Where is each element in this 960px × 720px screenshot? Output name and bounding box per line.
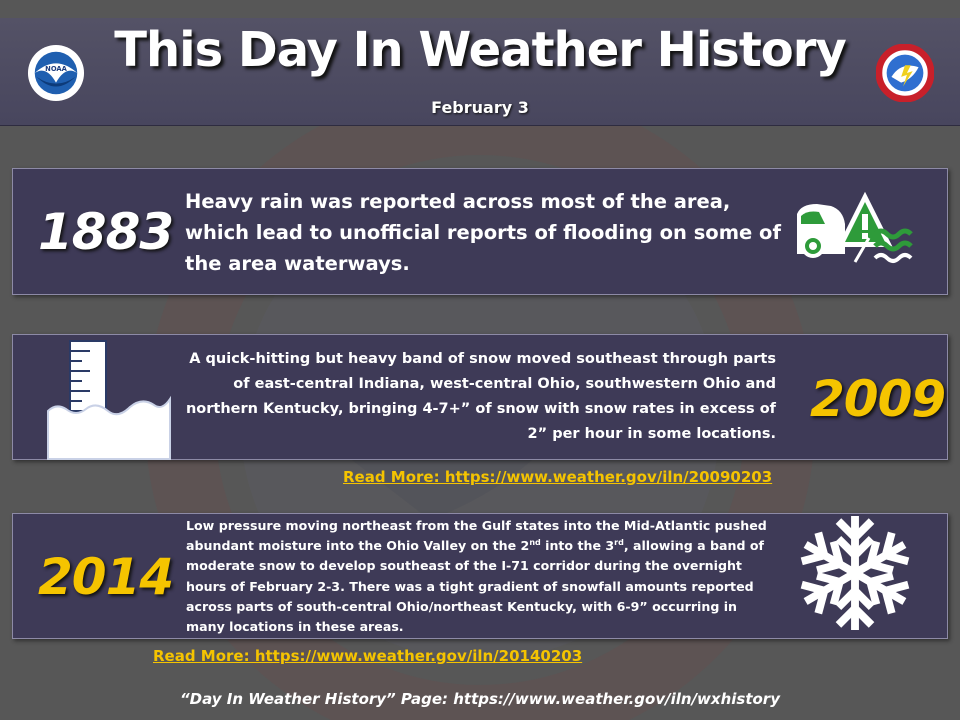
flood-warning-icon (795, 190, 920, 270)
entry-text-1883: Heavy rain was reported across most of the area, which lead to unofficial reports of flooding on some of the area waterways. (185, 190, 781, 275)
noaa-logo (27, 44, 85, 102)
nws-logo (876, 44, 934, 102)
year-1883: 1883 (38, 203, 174, 261)
year-2009: 2009 (810, 370, 946, 428)
read-more-link-2014[interactable]: Read More: https://www.weather.gov/iln/20140203 (153, 647, 583, 665)
page-date: February 3 (431, 98, 529, 117)
year-2014: 2014 (38, 548, 174, 606)
svg-text:NOAA: NOAA (45, 65, 67, 74)
page-title: This Day In Weather History (114, 22, 846, 78)
entry-text-2009: A quick-hitting but heavy band of snow moved southeast through parts of east-central Indiana, west-central Ohio, southwestern Ohio and northern Kentucky, bringing 4-7+” of snow with snow rates in excess of 2” per hour in some locations. (185, 351, 776, 442)
snow-depth-gauge-icon (46, 337, 176, 462)
snowflake-icon (796, 514, 914, 632)
footer-history-link[interactable]: “Day In Weather History” Page: https://www.weather.gov/iln/wxhistory (180, 690, 780, 708)
entry-text-2014: Low pressure moving northeast from the Gulf states into the Mid-Atlantic pushed abundant moisture into the Ohio Valley on the 2nd into the 3rd, allowing a band of moderate snow to develop southeast of the I-71 corridor during the overnight hours of February 2-3. There was a tight gradient of snowfall amounts reported across parts of south-central Ohio/northeast Kentucky, with 6-9” occurring in many locations in these areas. (186, 518, 767, 635)
read-more-link-2009[interactable]: Read More: https://www.weather.gov/iln/20090203 (343, 468, 773, 486)
